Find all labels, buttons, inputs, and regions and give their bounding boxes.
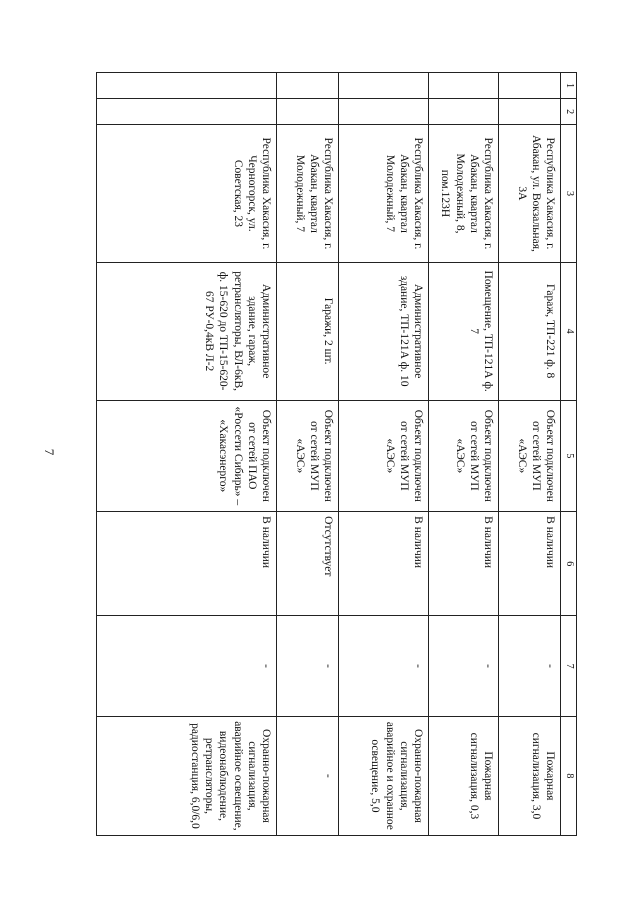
data-table bbox=[97, 72, 578, 836]
column-header: 8 bbox=[561, 716, 577, 835]
cell-address: Республика Хакасия, г. Черногорск, ул. Советская, 23 bbox=[97, 125, 277, 263]
cell-power: Объект подключен от сетей МУП «АЭС» bbox=[429, 400, 499, 512]
column-header: 3 bbox=[561, 125, 577, 263]
cell-object: Гараж, ТП-221 ф. 8 bbox=[499, 262, 561, 400]
column-header: 4 bbox=[561, 262, 577, 400]
cell-availability: В наличии bbox=[499, 512, 561, 616]
cell-address: Республика Хакасия, г. Абакан, квартал Молодежный, 8, пом.123Н bbox=[429, 125, 499, 263]
table-row bbox=[429, 73, 499, 836]
column-header: 2 bbox=[561, 99, 577, 125]
cell-security: Охранно-пожарная сигнализация, аварийное освещение, видеонаблюдение, ретрансляторы, радиостанция, 6,0/6,0 bbox=[97, 716, 277, 835]
cell-col7: - bbox=[97, 616, 277, 716]
cell-col1 bbox=[499, 73, 561, 99]
cell-security: Охранно-пожарная сигнализация, аварийное и охранное освещение, 5,0 bbox=[339, 716, 429, 835]
cell-col2 bbox=[499, 99, 561, 125]
cell-availability: В наличии bbox=[339, 512, 429, 616]
cell-col2 bbox=[429, 99, 499, 125]
cell-availability: В наличии bbox=[97, 512, 277, 616]
cell-security: - bbox=[277, 716, 339, 835]
cell-address: Республика Хакасия, г. Абакан, ул. Вокзальная, 3А bbox=[499, 125, 561, 263]
cell-availability: В наличии bbox=[429, 512, 499, 616]
cell-object: Гаражи, 2 шт. bbox=[277, 262, 339, 400]
cell-col7: - bbox=[499, 616, 561, 716]
cell-col1 bbox=[97, 73, 277, 99]
cell-object: Административное здание, ТП-121А ф. 10 bbox=[339, 262, 429, 400]
cell-power: Объект подключен от сетей МУП «АЭС» bbox=[277, 400, 339, 512]
cell-col2 bbox=[339, 99, 429, 125]
cell-object: Административное здание, гараж, ретрансляторы, ВЛ-6кВ, ф. 15-620 до ТП-15-620-67 РУ-0,4кВ Л-2 bbox=[97, 262, 277, 400]
cell-security: Пожарная сигнализация, 0,3 bbox=[429, 716, 499, 835]
cell-col7: - bbox=[339, 616, 429, 716]
cell-col1 bbox=[339, 73, 429, 99]
column-header: 6 bbox=[561, 512, 577, 616]
data-table-container bbox=[100, 72, 577, 836]
cell-col1 bbox=[429, 73, 499, 99]
cell-security: Пожарная сигнализация, 3,0 bbox=[499, 716, 561, 835]
cell-object: Помещение, ТП-121А ф. 7 bbox=[429, 262, 499, 400]
cell-power: Объект подключен от сетей МУП «АЭС» bbox=[339, 400, 429, 512]
page-number: 7 bbox=[42, 448, 57, 456]
cell-col2 bbox=[277, 99, 339, 125]
cell-col7: - bbox=[429, 616, 499, 716]
cell-availability: Отсутствует bbox=[277, 512, 339, 616]
table-row bbox=[97, 73, 277, 836]
cell-col2 bbox=[97, 99, 277, 125]
cell-power: Объект подключен от сетей ПАО «Россети Сибирь» – «Хакасэнерго» bbox=[97, 400, 277, 512]
cell-address: Республика Хакасия, г. Абакан, квартал Молодежный, 7 bbox=[277, 125, 339, 263]
cell-address: Республика Хакасия, г. Абакан, квартал Молодежный, 7 bbox=[339, 125, 429, 263]
column-header: 1 bbox=[561, 73, 577, 99]
table-header-row bbox=[561, 73, 577, 836]
table-row bbox=[277, 73, 339, 836]
cell-col7: - bbox=[277, 616, 339, 716]
table-row bbox=[339, 73, 429, 836]
cell-power: Объект подключен от сетей МУП «АЭС» bbox=[499, 400, 561, 512]
column-header: 7 bbox=[561, 616, 577, 716]
cell-col1 bbox=[277, 73, 339, 99]
column-header: 5 bbox=[561, 400, 577, 512]
table-row bbox=[499, 73, 561, 836]
